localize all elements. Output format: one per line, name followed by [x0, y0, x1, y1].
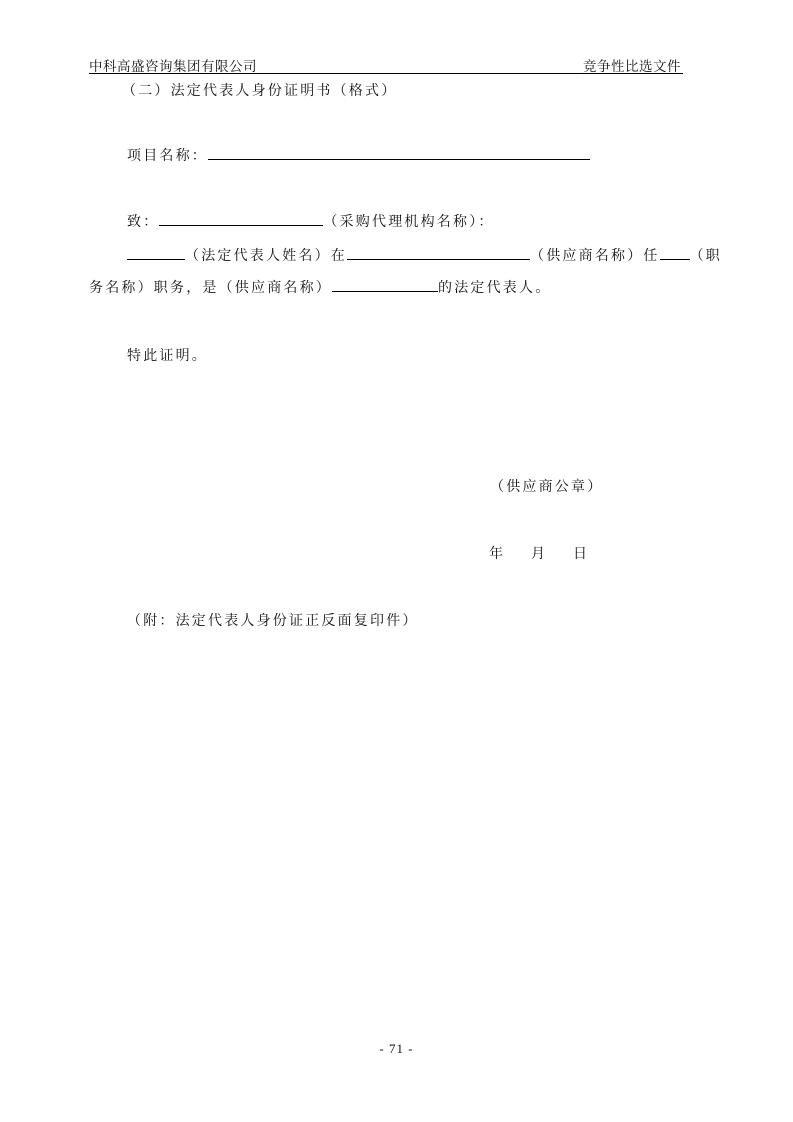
header-rule	[89, 73, 683, 74]
attachment-note: （附：法定代表人身份证正反面复印件）	[127, 613, 419, 629]
project-name-blank[interactable]	[208, 145, 590, 160]
project-name-row	[127, 145, 590, 165]
representative-name-blank[interactable]	[127, 245, 185, 260]
header-doc-type: 竞争性比选文件	[583, 59, 681, 75]
addressee-row	[127, 211, 495, 231]
position-blank[interactable]	[660, 245, 690, 260]
addressee-prefix: 致：	[127, 214, 160, 230]
section-title: （二）法定代表人身份证明书（格式）	[122, 83, 398, 99]
supplier-seal: （供应商公章）	[490, 479, 604, 495]
body-line-1	[127, 245, 722, 265]
addressee-suffix: （采购代理机构名称）：	[323, 214, 495, 230]
certify-text: 特此证明。	[127, 348, 208, 364]
body-text-2b: 的法定代表人。	[438, 280, 552, 296]
body-text-1b: （供应商名称）任	[530, 248, 660, 264]
project-name-label: 项目名称：	[127, 148, 208, 164]
agency-name-blank[interactable]	[159, 211, 323, 226]
body-text-1c: （职	[689, 248, 723, 264]
supplier-name-blank[interactable]	[347, 245, 530, 260]
body-text-2a: 务名称）职务，是（供应商名称）	[89, 280, 332, 296]
page-number: - 71 -	[379, 1041, 414, 1056]
supplier-name-blank-2[interactable]	[332, 277, 438, 292]
date-month: 月	[531, 546, 548, 562]
date-day: 日	[573, 546, 590, 562]
header-company: 中科高盛咨询集团有限公司	[89, 59, 257, 75]
body-line-2	[89, 277, 551, 297]
date-year: 年	[489, 546, 506, 562]
body-text-1a: （法定代表人姓名）在	[185, 248, 347, 264]
